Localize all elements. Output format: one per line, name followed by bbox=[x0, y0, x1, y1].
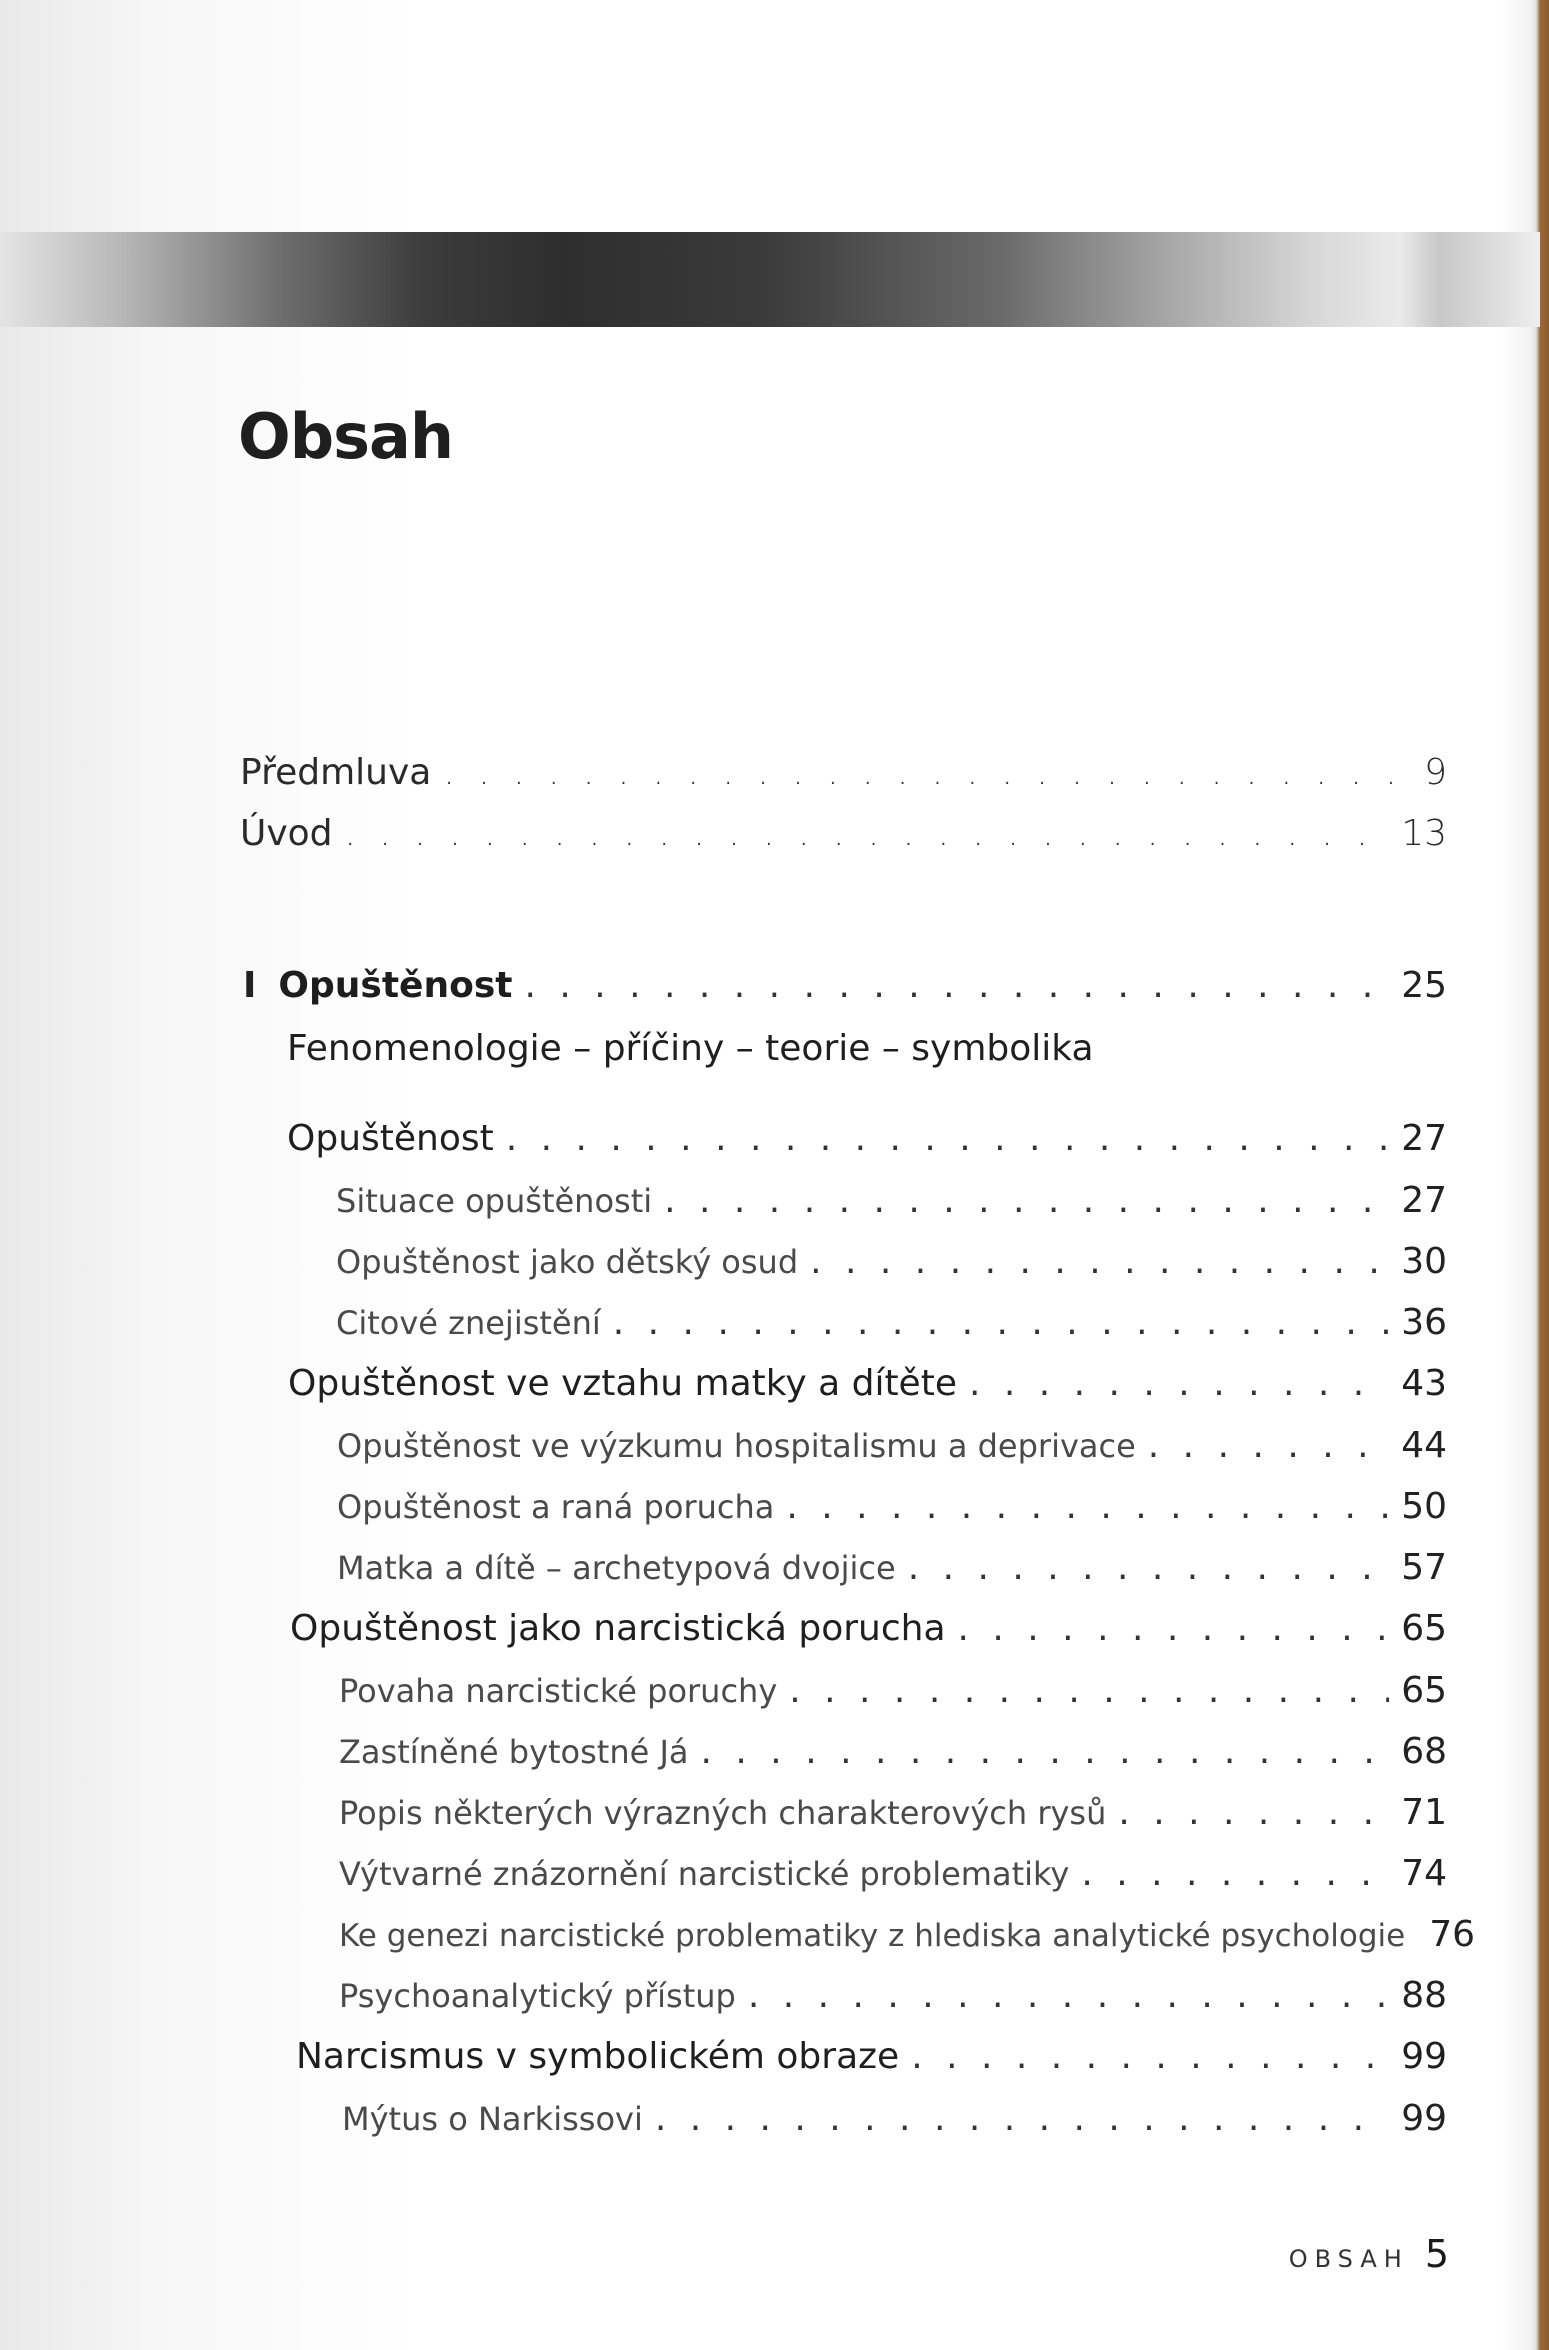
dot-leader bbox=[789, 1670, 1389, 1711]
toc-section[interactable] bbox=[339, 1975, 1447, 2016]
section-page: 65 bbox=[1401, 1670, 1447, 1711]
toc-chapter[interactable] bbox=[290, 1608, 1447, 1649]
dot-leader bbox=[908, 1547, 1390, 1588]
section-label: Opuštěnost jako dětský osud bbox=[336, 1243, 799, 1281]
toc-chapter[interactable] bbox=[296, 2036, 1447, 2077]
section-label: Popis některých výrazných charakterových rysů bbox=[339, 1794, 1107, 1832]
section-label: Opuštěnost ve výzkumu hospitalismu a deprivace bbox=[337, 1427, 1136, 1465]
toc-section[interactable] bbox=[339, 1670, 1447, 1711]
chapter-label: Opuštěnost jako narcistická porucha bbox=[290, 1608, 946, 1649]
dot-leader bbox=[911, 2036, 1389, 2077]
dot-leader bbox=[345, 813, 1390, 854]
page-title: Obsah bbox=[238, 400, 453, 473]
section-label: Mýtus o Narkissovi bbox=[342, 2100, 643, 2138]
section-label: Psychoanalytický přístup bbox=[339, 1977, 736, 2015]
toc-section[interactable] bbox=[336, 1180, 1447, 1221]
toc-section[interactable] bbox=[339, 1853, 1447, 1894]
dot-leader bbox=[443, 752, 1405, 793]
section-page: 71 bbox=[1401, 1792, 1447, 1833]
section-page: 68 bbox=[1401, 1731, 1447, 1772]
part-page: 25 bbox=[1401, 965, 1447, 1006]
section-page: 30 bbox=[1401, 1241, 1447, 1282]
toc-entry-predmluva[interactable] bbox=[240, 752, 1447, 793]
dot-leader bbox=[1081, 1853, 1389, 1894]
dot-leader bbox=[748, 1975, 1389, 2016]
toc-section[interactable] bbox=[337, 1547, 1447, 1588]
section-page: 76 bbox=[1429, 1914, 1476, 1955]
toc-section[interactable] bbox=[337, 1486, 1447, 1527]
chapter-page: 43 bbox=[1401, 1363, 1447, 1404]
section-page: 88 bbox=[1401, 1975, 1447, 2016]
section-label: Zastíněné bytostné Já bbox=[339, 1733, 689, 1771]
dot-leader bbox=[1118, 1792, 1389, 1833]
toc-section[interactable] bbox=[339, 1792, 1447, 1833]
page-number: 5 bbox=[1424, 2232, 1449, 2276]
part-subtitle: Fenomenologie – příčiny – teorie – symbolika bbox=[287, 1028, 1094, 1069]
section-label: Ke genezi narcistické problematiky z hlediska analytické psychologie bbox=[339, 1918, 1406, 1954]
section-page: 36 bbox=[1401, 1302, 1447, 1343]
section-page: 44 bbox=[1401, 1425, 1447, 1466]
toc-part-1[interactable] bbox=[243, 965, 1447, 1006]
dot-leader bbox=[701, 1731, 1390, 1772]
section-page: 74 bbox=[1401, 1853, 1447, 1894]
toc-section[interactable] bbox=[342, 2098, 1447, 2139]
dot-leader bbox=[506, 1118, 1389, 1159]
running-footer-label: OBSAH bbox=[1288, 2245, 1409, 2273]
dot-leader bbox=[664, 1180, 1389, 1221]
section-page: 57 bbox=[1401, 1547, 1447, 1588]
toc-section[interactable] bbox=[336, 1241, 1447, 1282]
toc-entry-page: 13 bbox=[1401, 813, 1447, 854]
dot-leader bbox=[1148, 1425, 1389, 1466]
toc-chapter[interactable] bbox=[287, 1118, 1447, 1159]
section-page: 99 bbox=[1401, 2098, 1447, 2139]
toc-entry-label: Úvod bbox=[240, 813, 333, 854]
section-label: Situace opuštěnosti bbox=[336, 1182, 653, 1220]
section-page: 27 bbox=[1401, 1180, 1447, 1221]
part-number: I bbox=[243, 965, 257, 1006]
dot-leader bbox=[613, 1302, 1389, 1343]
dot-leader bbox=[655, 2098, 1389, 2139]
toc-section[interactable] bbox=[339, 1914, 1476, 1955]
page-footer bbox=[1289, 2232, 1449, 2276]
toc-section[interactable] bbox=[339, 1731, 1447, 1772]
dot-leader bbox=[810, 1241, 1389, 1282]
dot-leader bbox=[786, 1486, 1389, 1527]
chapter-label: Opuštěnost ve vztahu matky a dítěte bbox=[288, 1363, 957, 1404]
toc-entry-uvod[interactable] bbox=[240, 813, 1447, 854]
section-label: Matka a dítě – archetypová dvojice bbox=[337, 1549, 896, 1587]
toc-entry-page: 9 bbox=[1424, 752, 1447, 793]
toc-section[interactable] bbox=[336, 1302, 1447, 1343]
section-page: 50 bbox=[1401, 1486, 1447, 1527]
chapter-page: 99 bbox=[1401, 2036, 1447, 2077]
section-label: Opuštěnost a raná porucha bbox=[337, 1488, 775, 1526]
chapter-page: 27 bbox=[1401, 1118, 1447, 1159]
dot-leader bbox=[524, 965, 1389, 1006]
toc-entry-label: Předmluva bbox=[240, 752, 432, 793]
part-label: Opuštěnost bbox=[278, 965, 513, 1006]
chapter-page: 65 bbox=[1401, 1608, 1447, 1649]
toc-chapter[interactable] bbox=[288, 1363, 1447, 1404]
chapter-label: Narcismus v symbolickém obraze bbox=[296, 2036, 900, 2077]
toc-section[interactable] bbox=[337, 1425, 1447, 1466]
chapter-label: Opuštěnost bbox=[287, 1118, 494, 1159]
section-label: Citové znejistění bbox=[336, 1304, 601, 1342]
dot-leader bbox=[969, 1363, 1389, 1404]
section-label: Povaha narcistické poruchy bbox=[339, 1672, 778, 1710]
dot-leader bbox=[958, 1608, 1390, 1649]
section-label: Výtvarné znázornění narcistické problematiky bbox=[339, 1855, 1070, 1893]
